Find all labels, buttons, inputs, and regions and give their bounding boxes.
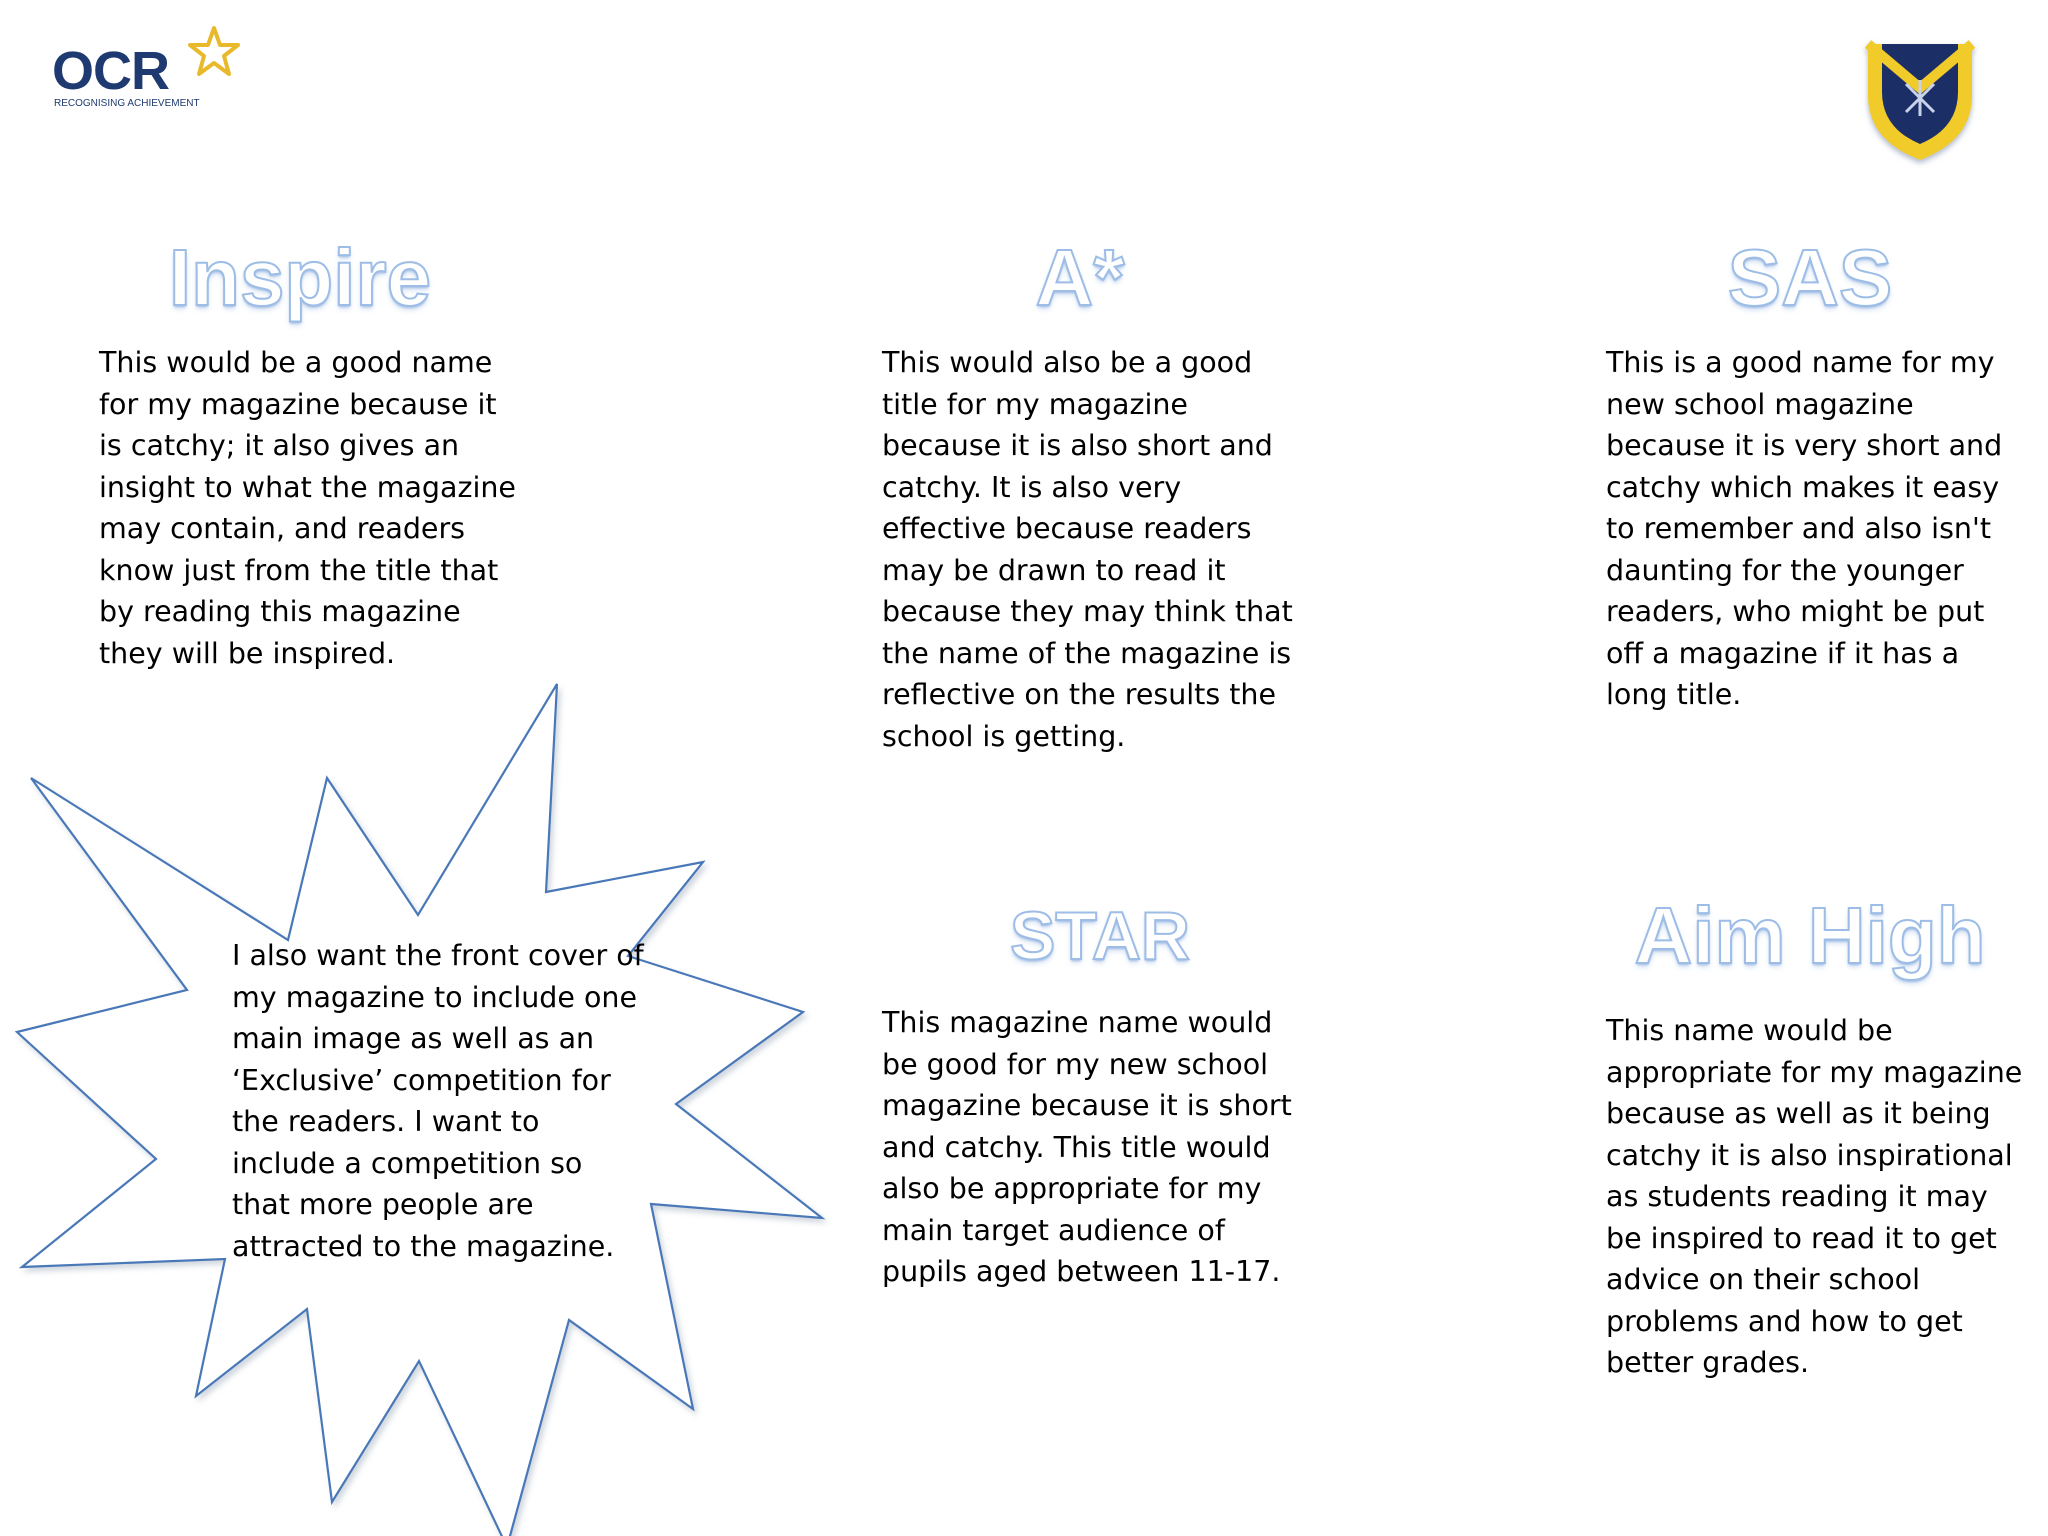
text-line: as students reading it may	[1606, 1180, 1988, 1213]
ocr-logo	[52, 24, 252, 114]
text-line: readers, who might be put	[1606, 595, 1985, 628]
paragraph-astar	[882, 342, 1293, 757]
text-line: better grades.	[1606, 1346, 1810, 1379]
text-line: catchy. It is also very	[882, 470, 1182, 504]
text-line: appropriate for my magazine	[1606, 1055, 2023, 1089]
text-line: title for my magazine	[882, 387, 1188, 421]
text-line: advice on their school	[1606, 1263, 1921, 1296]
text-line: is catchy; it also gives an	[99, 429, 460, 462]
text-line: because it is also short and	[882, 429, 1273, 462]
text-line: insight to what the magazine	[99, 470, 516, 504]
text-line: catchy which makes it easy	[1606, 470, 2000, 504]
school-crest-icon	[1860, 36, 1980, 168]
text-line: and catchy. This title would	[882, 1130, 1271, 1164]
text-line: by reading this magazine	[99, 595, 461, 628]
text-line: catchy it is also inspirational	[1606, 1138, 2013, 1172]
text-line: This would be a good name	[99, 346, 493, 379]
text-line: because it is very short and	[1606, 429, 2003, 462]
title-sas: SAS	[1727, 233, 1893, 322]
star-icon	[186, 24, 242, 80]
paragraph-sas	[1606, 342, 2002, 716]
ocr-logo-tagline: RECOGNISING ACHIEVEMENT	[54, 98, 200, 109]
paragraph-star	[882, 1002, 1292, 1293]
text-line: off a magazine if it has a	[1606, 636, 1960, 670]
text-line: I also want the front cover of	[232, 939, 644, 972]
text-line: reflective on the results the	[882, 678, 1277, 711]
text-line: main image as well as an	[232, 1022, 595, 1055]
paragraph-inspire	[99, 342, 516, 674]
text-line: This magazine name would	[882, 1006, 1273, 1039]
text-line: to remember and also isn't	[1606, 512, 1992, 545]
text-line: school is getting.	[882, 719, 1126, 753]
text-line: effective because readers	[882, 512, 1252, 545]
text-line: the name of the magazine is	[882, 636, 1292, 670]
text-line: attracted to the magazine.	[232, 1229, 615, 1263]
text-line: also be appropriate for my	[882, 1172, 1262, 1205]
title-astar: A*	[1035, 233, 1125, 322]
text-line: be inspired to read it to get	[1606, 1221, 1997, 1255]
text-line: ‘Exclusive’ competition for	[232, 1063, 611, 1097]
text-line: for my magazine because it	[99, 387, 497, 421]
title-star: STAR	[1009, 898, 1191, 974]
text-line: This is a good name for my	[1606, 346, 1995, 379]
text-line: long title.	[1606, 678, 1742, 711]
text-line: my magazine to include one	[232, 980, 638, 1014]
text-line: This would also be a good	[882, 346, 1253, 379]
starburst-note	[232, 935, 644, 1267]
text-line: daunting for the younger	[1606, 553, 1964, 587]
text-line: because as well as it being	[1606, 1097, 1991, 1130]
text-line: the readers. I want to	[232, 1105, 540, 1138]
text-line: that more people are	[232, 1188, 534, 1221]
title-inspire: Inspire	[168, 233, 432, 322]
text-line: This name would be	[1606, 1014, 1893, 1047]
text-line: may contain, and readers	[99, 512, 466, 545]
paragraph-aim-high	[1606, 1010, 2022, 1384]
ocr-logo-word: OCR	[52, 41, 169, 101]
text-line: pupils aged between 11-17.	[882, 1255, 1281, 1288]
text-line: know just from the title that	[99, 553, 499, 587]
text-line: include a competition so	[232, 1146, 583, 1180]
text-line: be good for my new school	[882, 1047, 1269, 1081]
text-line: they will be inspired.	[99, 636, 396, 670]
text-line: may be drawn to read it	[882, 553, 1226, 587]
text-line: main target audience of	[882, 1213, 1225, 1247]
text-line: new school magazine	[1606, 387, 1914, 421]
text-line: problems and how to get	[1606, 1304, 1963, 1338]
text-line: because they may think that	[882, 595, 1293, 628]
text-line: magazine because it is short	[882, 1089, 1292, 1122]
title-aim-high: Aim High	[1634, 891, 1986, 980]
